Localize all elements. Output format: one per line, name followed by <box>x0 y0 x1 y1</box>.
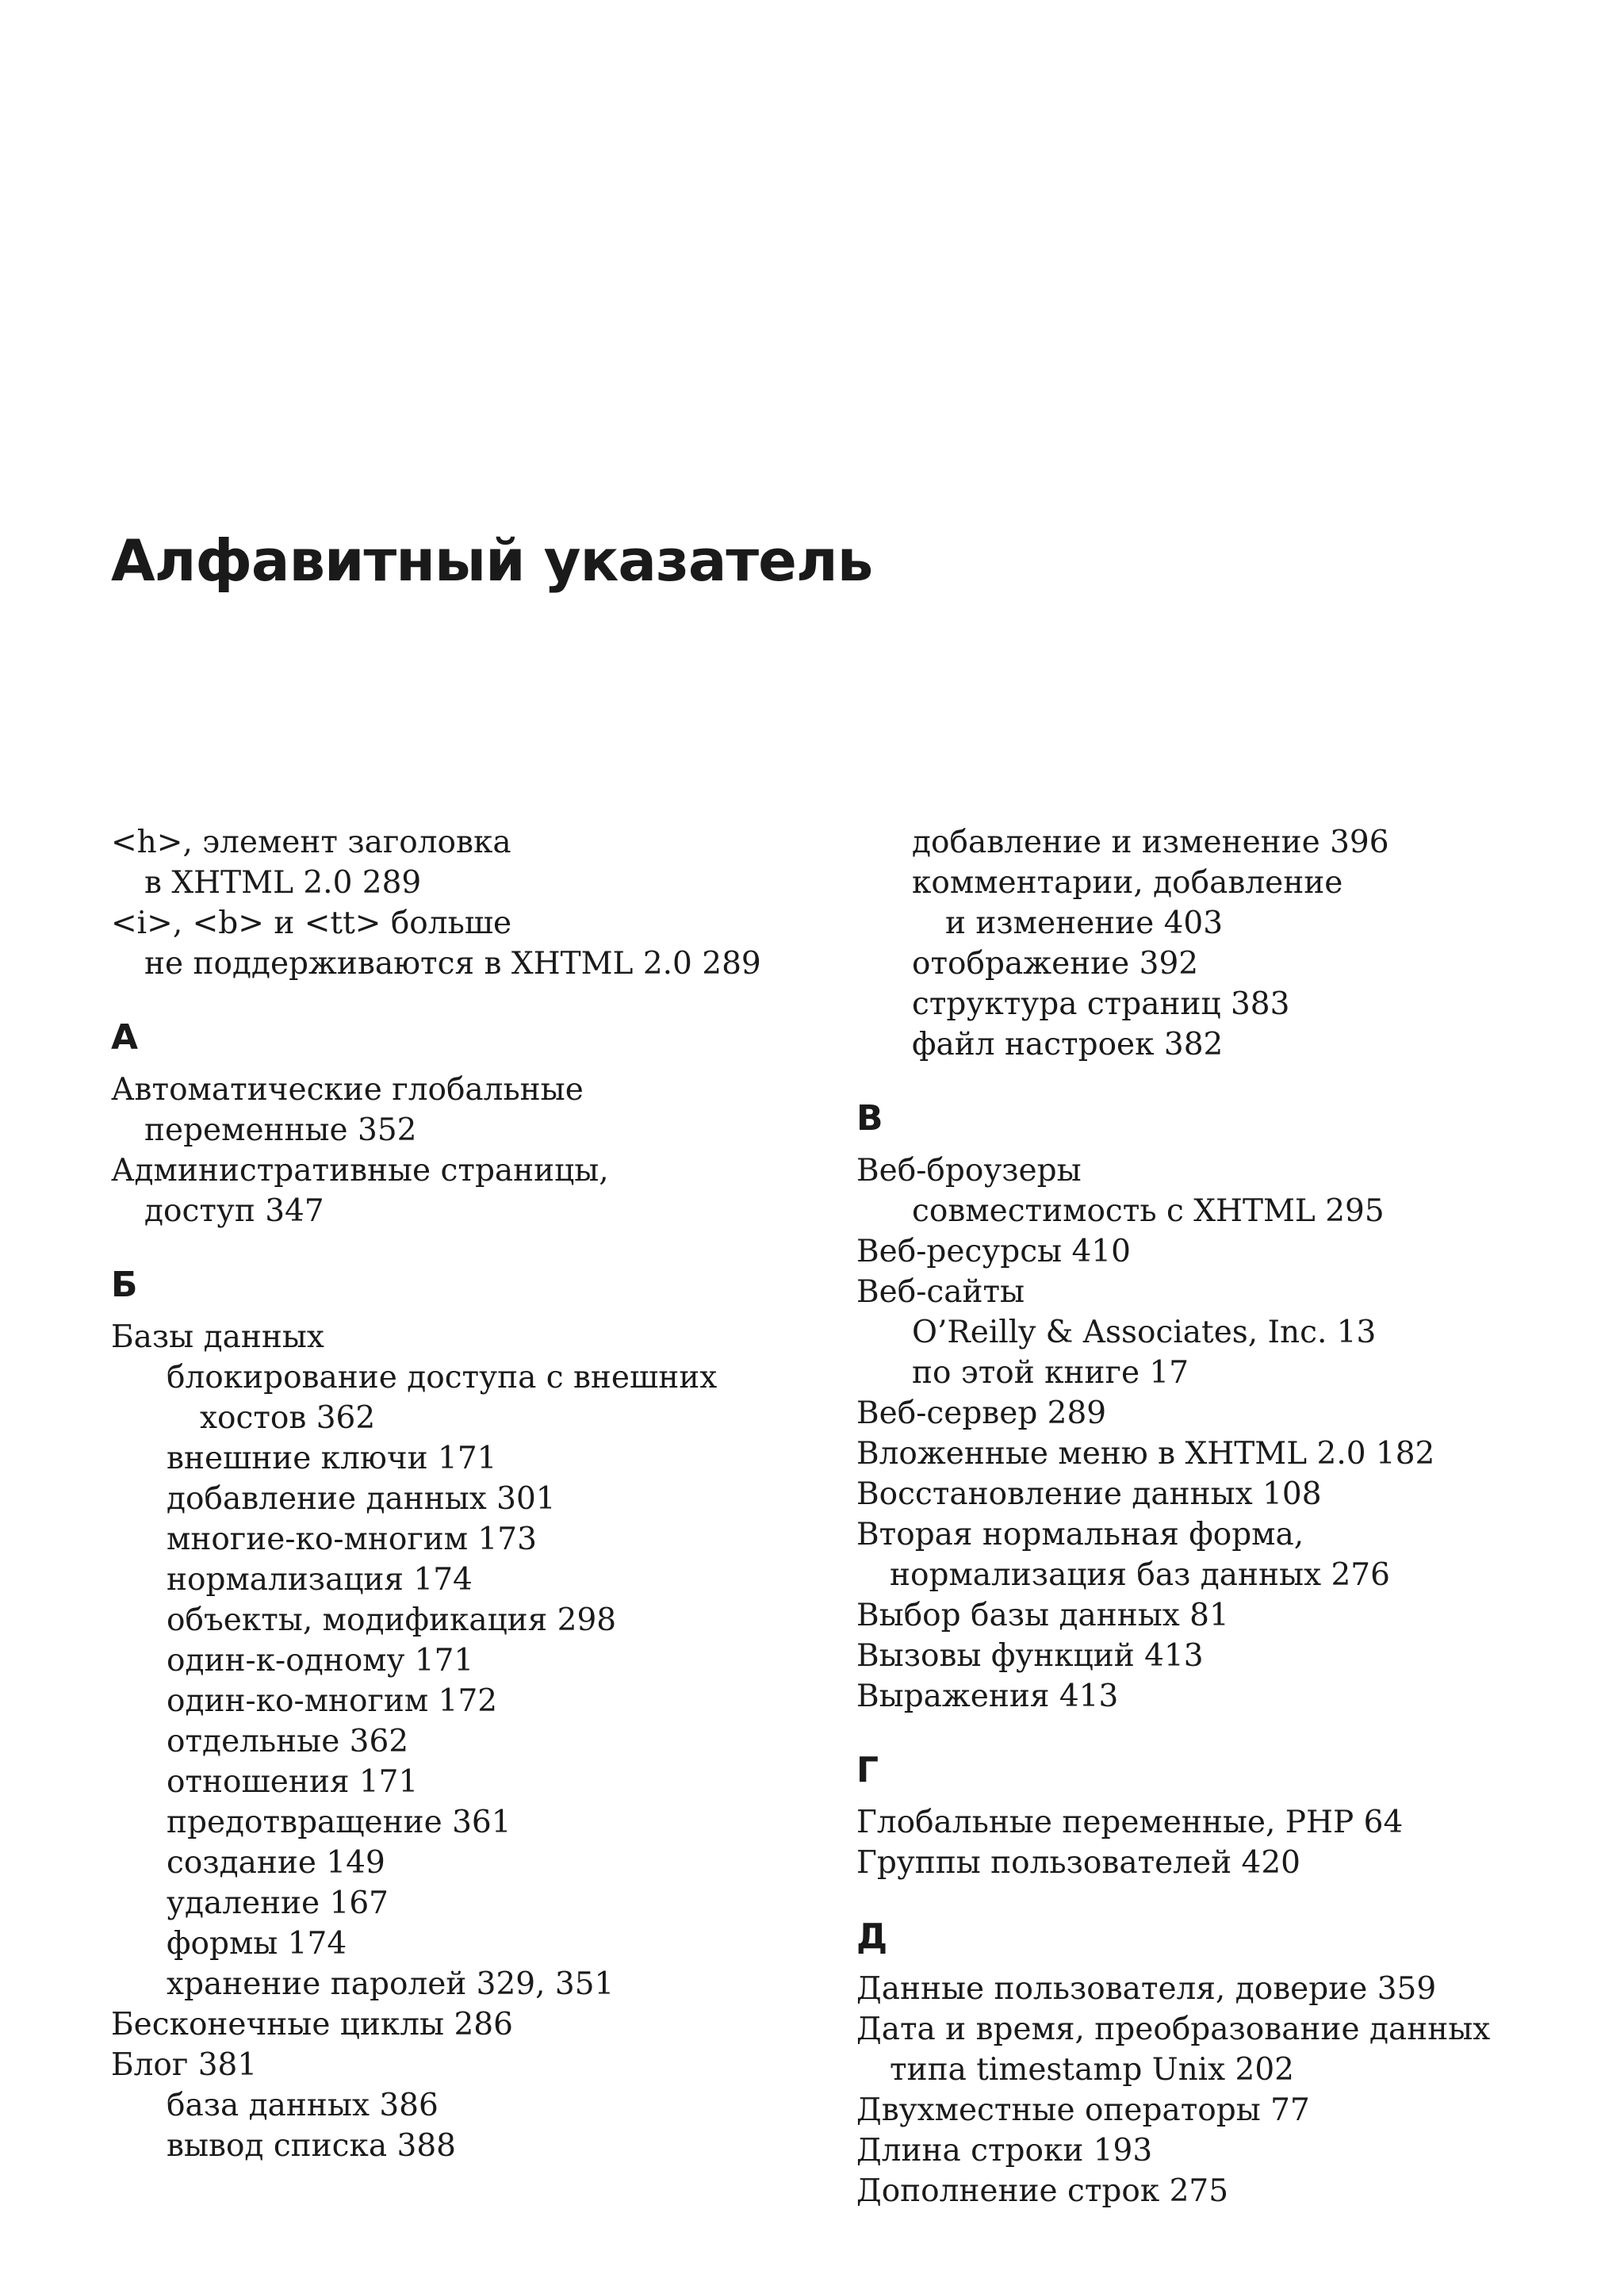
index-subentry: в XHTML 2.0 289 <box>144 865 422 901</box>
index-subentry: внешние ключи 171 <box>167 1441 497 1476</box>
index-subentry: не поддерживаются в XHTML 2.0 289 <box>144 946 761 982</box>
index-subentry: отдельные 362 <box>167 1724 409 1759</box>
index-entry: Выбор базы данных 81 <box>856 1598 1229 1633</box>
index-subentry: добавление данных 301 <box>167 1481 556 1517</box>
index-subentry: объекты, модификация 298 <box>167 1602 617 1638</box>
index-entry: Веб-ресурсы 410 <box>856 1234 1131 1269</box>
index-letter-heading: В <box>856 1098 883 1139</box>
index-subentry: формы 174 <box>167 1926 347 1962</box>
index-entry: Административные страницы, <box>111 1153 609 1189</box>
index-entry: Веб-сайты <box>856 1274 1025 1310</box>
index-subentry: вывод списка 388 <box>167 2128 456 2164</box>
index-subentry: удаление 167 <box>167 1885 389 1921</box>
index-subentry: нормализация 174 <box>167 1562 473 1598</box>
index-subentry: предотвращение 361 <box>167 1805 511 1840</box>
index-subentry: отображение 392 <box>912 946 1199 982</box>
index-subentry: файл настроек 382 <box>912 1027 1224 1062</box>
index-entry: Дополнение строк 275 <box>856 2173 1229 2209</box>
index-subentry: добавление и изменение 396 <box>912 825 1389 860</box>
index-subentry: комментарии, добавление <box>912 865 1343 901</box>
index-column-left <box>111 822 825 2166</box>
index-subentry: нормализация баз данных 276 <box>890 1557 1390 1593</box>
index-entry: Восстановление данных 108 <box>856 1476 1322 1512</box>
index-entry: Длина строки 193 <box>856 2133 1153 2169</box>
index-letter-heading: Д <box>856 1916 888 1957</box>
index-subentry: один-ко-многим 172 <box>167 1683 498 1719</box>
index-letter-heading: Б <box>111 1265 138 1305</box>
index-subentry: многие-ко-многим 173 <box>167 1522 537 1557</box>
index-entry: Веб-броузеры <box>856 1153 1082 1189</box>
index-letter-heading: А <box>111 1017 139 1058</box>
index-entry: Группы пользователей 420 <box>856 1845 1300 1881</box>
index-entry: <i>, <b> и <tt> больше <box>111 905 512 941</box>
index-subentry: отношения 171 <box>167 1764 419 1800</box>
index-subentry: один-к-одному 171 <box>167 1643 474 1679</box>
index-subentry: база данных 386 <box>167 2088 439 2123</box>
index-subentry: доступ 347 <box>144 1193 324 1229</box>
index-subentry: хранение паролей 329, 351 <box>167 1966 615 2002</box>
index-letter-heading: Г <box>856 1750 879 1790</box>
index-entry: Базы данных <box>111 1319 324 1355</box>
index-entry: Вторая нормальная форма, <box>856 1517 1304 1552</box>
index-entry: Блог 381 <box>111 2047 258 2083</box>
index-subentry: O’Reilly & Associates, Inc. 13 <box>912 1315 1377 1350</box>
index-entry: Двухместные операторы 77 <box>856 2092 1310 2128</box>
index-entry: Веб-сервер 289 <box>856 1395 1107 1431</box>
index-entry: Глобальные переменные, PHP 64 <box>856 1805 1404 1840</box>
index-entry: Выражения 413 <box>856 1679 1119 1714</box>
index-subentry: создание 149 <box>167 1845 385 1881</box>
index-subentry: структура страниц 383 <box>912 986 1290 1022</box>
index-subentry: совместимость с XHTML 295 <box>912 1193 1385 1229</box>
index-entry: Бесконечные циклы 286 <box>111 2007 513 2042</box>
index-subentry: переменные 352 <box>144 1112 417 1148</box>
index-entry: Вложенные меню в XHTML 2.0 182 <box>856 1436 1435 1472</box>
index-entry: Дата и время, преобразование данных <box>856 2012 1491 2047</box>
index-subentry: и изменение 403 <box>945 905 1224 941</box>
index-subentry: блокирование доступа с внешних <box>167 1360 718 1395</box>
index-subentry: типа timestamp Unix 202 <box>890 2052 1294 2088</box>
page-title: Алфавитный указатель <box>111 527 873 594</box>
index-entry: Автоматические глобальные <box>111 1072 584 1108</box>
index-column-right <box>856 822 1602 2211</box>
index-entry: <h>, элемент заголовка <box>111 825 511 860</box>
index-entry: Данные пользователя, доверие 359 <box>856 1971 1437 2007</box>
index-subentry: хостов 362 <box>200 1400 376 1436</box>
index-entry: Вызовы функций 413 <box>856 1638 1204 1674</box>
index-subentry: по этой книге 17 <box>912 1355 1189 1391</box>
